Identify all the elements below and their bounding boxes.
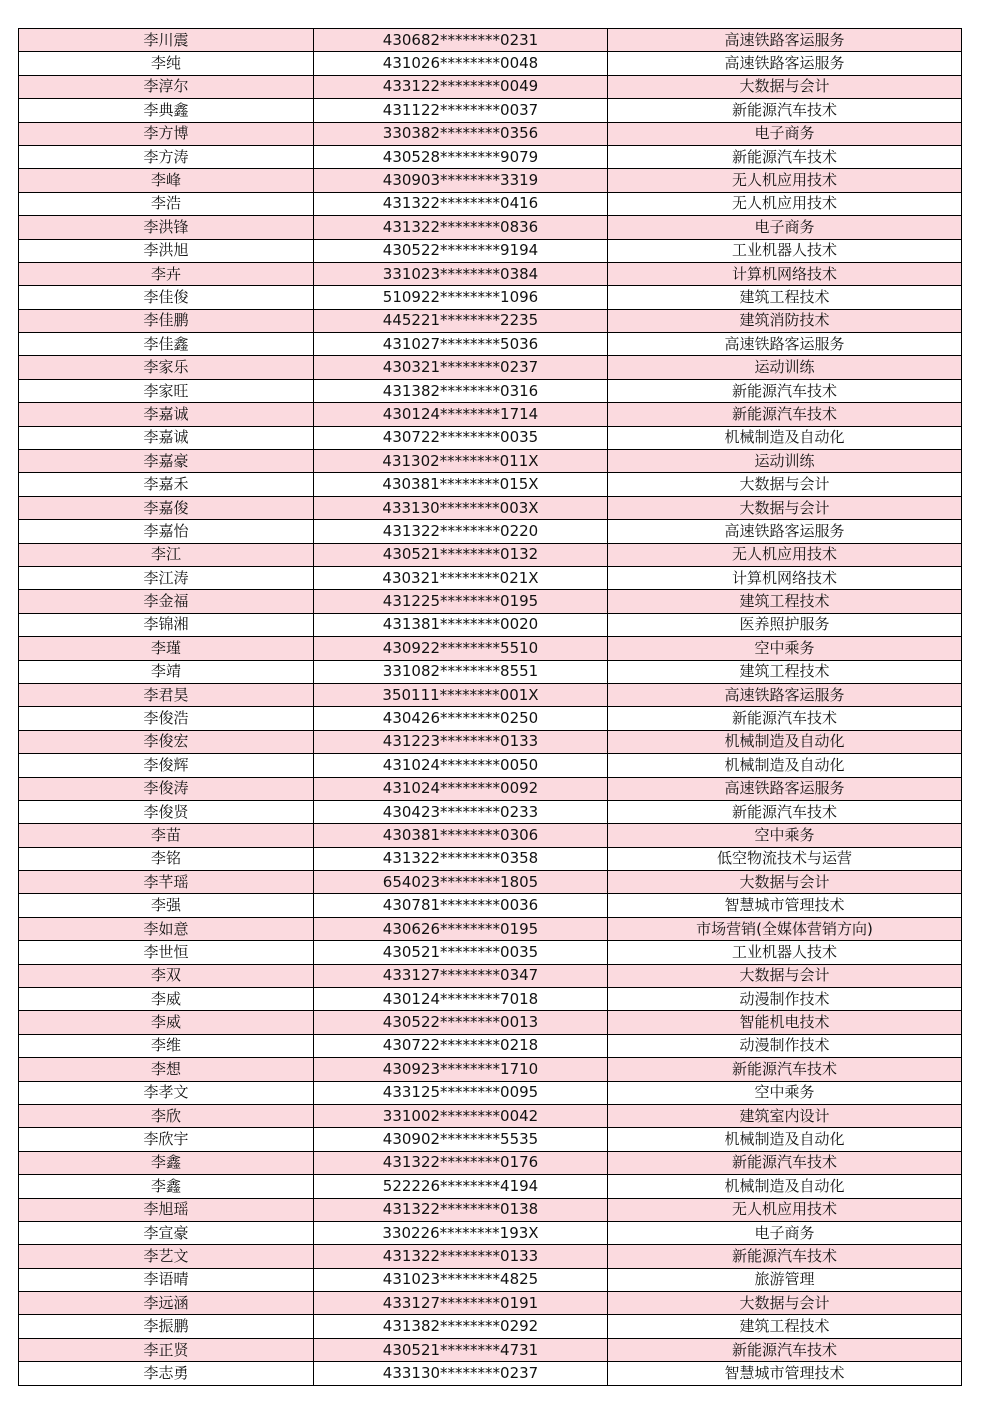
student-name-cell: 李方涛 [19, 145, 314, 168]
major-cell: 无人机应用技术 [608, 543, 962, 566]
major-cell: 大数据与会计 [608, 496, 962, 519]
id-number-cell: 433125********0095 [314, 1081, 608, 1104]
table-row [19, 1198, 962, 1221]
major-cell: 新能源汽车技术 [608, 800, 962, 823]
table-row [19, 1362, 962, 1385]
table-row [19, 426, 962, 449]
student-name-cell: 李宣豪 [19, 1221, 314, 1244]
table-row [19, 941, 962, 964]
student-name-cell: 李维 [19, 1034, 314, 1057]
student-name-cell: 李艺文 [19, 1245, 314, 1268]
table-row [19, 707, 962, 730]
major-cell: 机械制造及自动化 [608, 426, 962, 449]
id-number-cell: 430522********0013 [314, 1011, 608, 1034]
table-row [19, 309, 962, 332]
table-row [19, 847, 962, 870]
id-number-cell: 431302********011X [314, 450, 608, 473]
id-number-cell: 430124********7018 [314, 988, 608, 1011]
id-number-cell: 431024********0092 [314, 777, 608, 800]
table-row [19, 590, 962, 613]
table-row [19, 637, 962, 660]
table-row [19, 683, 962, 706]
student-name-cell: 李孝文 [19, 1081, 314, 1104]
table-row [19, 473, 962, 496]
student-name-cell: 李欣宇 [19, 1128, 314, 1151]
table-row [19, 730, 962, 753]
id-number-cell: 431023********4825 [314, 1268, 608, 1291]
table-row [19, 1104, 962, 1127]
table-row [19, 1128, 962, 1151]
major-cell: 大数据与会计 [608, 75, 962, 98]
id-number-cell: 430521********0035 [314, 941, 608, 964]
table-row [19, 262, 962, 285]
student-name-cell: 李君昊 [19, 683, 314, 706]
student-name-cell: 李峰 [19, 169, 314, 192]
id-number-cell: 430781********0036 [314, 894, 608, 917]
student-name-cell: 李旭瑶 [19, 1198, 314, 1221]
table-row [19, 356, 962, 379]
student-name-cell: 李想 [19, 1058, 314, 1081]
major-cell: 机械制造及自动化 [608, 754, 962, 777]
student-name-cell: 李家旺 [19, 379, 314, 402]
table-row [19, 824, 962, 847]
major-cell: 新能源汽车技术 [608, 379, 962, 402]
table-row [19, 1034, 962, 1057]
id-number-cell: 430922********5510 [314, 637, 608, 660]
major-cell: 高速铁路客运服务 [608, 683, 962, 706]
student-name-cell: 李嘉俊 [19, 496, 314, 519]
major-cell: 电子商务 [608, 1221, 962, 1244]
student-name-cell: 李洪旭 [19, 239, 314, 262]
student-name-cell: 李家乐 [19, 356, 314, 379]
id-number-cell: 431382********0316 [314, 379, 608, 402]
table-row [19, 379, 962, 402]
major-cell: 智慧城市管理技术 [608, 894, 962, 917]
table-row [19, 543, 962, 566]
major-cell: 工业机器人技术 [608, 239, 962, 262]
table-row [19, 1292, 962, 1315]
table-row [19, 871, 962, 894]
table-row [19, 145, 962, 168]
major-cell: 新能源汽车技术 [608, 707, 962, 730]
id-number-cell: 431024********0050 [314, 754, 608, 777]
major-cell: 大数据与会计 [608, 964, 962, 987]
major-cell: 计算机网络技术 [608, 262, 962, 285]
student-name-cell: 李方博 [19, 122, 314, 145]
table-row [19, 964, 962, 987]
major-cell: 建筑消防技术 [608, 309, 962, 332]
major-cell: 动漫制作技术 [608, 988, 962, 1011]
id-number-cell: 430903********3319 [314, 169, 608, 192]
id-number-cell: 430381********0306 [314, 824, 608, 847]
table-row [19, 99, 962, 122]
student-name-cell: 李江 [19, 543, 314, 566]
major-cell: 新能源汽车技术 [608, 1058, 962, 1081]
table-row [19, 192, 962, 215]
table-row [19, 660, 962, 683]
student-name-cell: 李铭 [19, 847, 314, 870]
major-cell: 大数据与会计 [608, 1292, 962, 1315]
table-row [19, 566, 962, 589]
table-row [19, 754, 962, 777]
student-name-cell: 李如意 [19, 917, 314, 940]
id-number-cell: 430426********0250 [314, 707, 608, 730]
id-number-cell: 433127********0347 [314, 964, 608, 987]
student-name-cell: 李振鹏 [19, 1315, 314, 1338]
id-number-cell: 445221********2235 [314, 309, 608, 332]
id-number-cell: 430521********4731 [314, 1338, 608, 1361]
major-cell: 无人机应用技术 [608, 1198, 962, 1221]
student-name-cell: 李俊涛 [19, 777, 314, 800]
id-number-cell: 431322********0138 [314, 1198, 608, 1221]
major-cell: 电子商务 [608, 122, 962, 145]
id-number-cell: 431322********0133 [314, 1245, 608, 1268]
student-name-cell: 李嘉豪 [19, 450, 314, 473]
table-row [19, 239, 962, 262]
student-name-cell: 李浩 [19, 192, 314, 215]
major-cell: 大数据与会计 [608, 473, 962, 496]
student-name-cell: 李川震 [19, 29, 314, 52]
table-row [19, 1011, 962, 1034]
major-cell: 无人机应用技术 [608, 192, 962, 215]
student-name-cell: 李双 [19, 964, 314, 987]
id-number-cell: 430626********0195 [314, 917, 608, 940]
id-number-cell: 430722********0035 [314, 426, 608, 449]
table-row [19, 286, 962, 309]
table-row [19, 75, 962, 98]
student-name-cell: 李靖 [19, 660, 314, 683]
student-name-cell: 李俊贤 [19, 800, 314, 823]
major-cell: 建筑工程技术 [608, 1315, 962, 1338]
table-row [19, 403, 962, 426]
student-name-cell: 李苗 [19, 824, 314, 847]
id-number-cell: 431223********0133 [314, 730, 608, 753]
major-cell: 空中乘务 [608, 637, 962, 660]
id-number-cell: 510922********1096 [314, 286, 608, 309]
table-row [19, 52, 962, 75]
student-name-cell: 李俊辉 [19, 754, 314, 777]
major-cell: 高速铁路客运服务 [608, 777, 962, 800]
roster-sheet [18, 28, 961, 1386]
student-name-cell: 李威 [19, 988, 314, 1011]
major-cell: 新能源汽车技术 [608, 99, 962, 122]
major-cell: 运动训练 [608, 356, 962, 379]
student-name-cell: 李淳尔 [19, 75, 314, 98]
table-row [19, 1175, 962, 1198]
id-number-cell: 433122********0049 [314, 75, 608, 98]
major-cell: 低空物流技术与运营 [608, 847, 962, 870]
id-number-cell: 431322********0836 [314, 216, 608, 239]
major-cell: 空中乘务 [608, 824, 962, 847]
id-number-cell: 522226********4194 [314, 1175, 608, 1198]
major-cell: 新能源汽车技术 [608, 1338, 962, 1361]
table-row [19, 800, 962, 823]
id-number-cell: 430321********0237 [314, 356, 608, 379]
id-number-cell: 431225********0195 [314, 590, 608, 613]
major-cell: 高速铁路客运服务 [608, 520, 962, 543]
major-cell: 新能源汽车技术 [608, 1151, 962, 1174]
major-cell: 动漫制作技术 [608, 1034, 962, 1057]
student-name-cell: 李正贤 [19, 1338, 314, 1361]
id-number-cell: 331002********0042 [314, 1104, 608, 1127]
id-number-cell: 430521********0132 [314, 543, 608, 566]
table-row [19, 777, 962, 800]
student-name-cell: 李卉 [19, 262, 314, 285]
roster-body [19, 29, 962, 1386]
id-number-cell: 430321********021X [314, 566, 608, 589]
id-number-cell: 433130********003X [314, 496, 608, 519]
student-name-cell: 李欣 [19, 1104, 314, 1127]
major-cell: 建筑工程技术 [608, 590, 962, 613]
table-row [19, 988, 962, 1011]
table-row [19, 450, 962, 473]
student-name-cell: 李俊浩 [19, 707, 314, 730]
student-name-cell: 李纯 [19, 52, 314, 75]
table-row [19, 1151, 962, 1174]
major-cell: 高速铁路客运服务 [608, 52, 962, 75]
major-cell: 高速铁路客运服务 [608, 333, 962, 356]
student-name-cell: 李芊瑶 [19, 871, 314, 894]
table-row [19, 613, 962, 636]
table-row [19, 1315, 962, 1338]
student-name-cell: 李俊宏 [19, 730, 314, 753]
major-cell: 机械制造及自动化 [608, 1175, 962, 1198]
id-number-cell: 433127********0191 [314, 1292, 608, 1315]
table-row [19, 333, 962, 356]
id-number-cell: 430381********015X [314, 473, 608, 496]
id-number-cell: 431381********0020 [314, 613, 608, 636]
major-cell: 智慧城市管理技术 [608, 1362, 962, 1385]
student-name-cell: 李强 [19, 894, 314, 917]
student-name-cell: 李语晴 [19, 1268, 314, 1291]
id-number-cell: 330382********0356 [314, 122, 608, 145]
student-roster-table [18, 28, 962, 1386]
major-cell: 建筑工程技术 [608, 286, 962, 309]
student-name-cell: 李远涵 [19, 1292, 314, 1315]
table-row [19, 1245, 962, 1268]
id-number-cell: 430682********0231 [314, 29, 608, 52]
id-number-cell: 431122********0037 [314, 99, 608, 122]
major-cell: 无人机应用技术 [608, 169, 962, 192]
student-name-cell: 李洪锋 [19, 216, 314, 239]
major-cell: 电子商务 [608, 216, 962, 239]
major-cell: 建筑工程技术 [608, 660, 962, 683]
table-row [19, 1081, 962, 1104]
major-cell: 医养照护服务 [608, 613, 962, 636]
student-name-cell: 李嘉怡 [19, 520, 314, 543]
student-name-cell: 李佳俊 [19, 286, 314, 309]
id-number-cell: 331082********8551 [314, 660, 608, 683]
table-row [19, 216, 962, 239]
id-number-cell: 430923********1710 [314, 1058, 608, 1081]
student-name-cell: 李嘉诚 [19, 426, 314, 449]
student-name-cell: 李志勇 [19, 1362, 314, 1385]
table-row [19, 1338, 962, 1361]
id-number-cell: 430124********1714 [314, 403, 608, 426]
student-name-cell: 李嘉诚 [19, 403, 314, 426]
table-row [19, 1058, 962, 1081]
major-cell: 空中乘务 [608, 1081, 962, 1104]
major-cell: 新能源汽车技术 [608, 145, 962, 168]
table-row [19, 169, 962, 192]
id-number-cell: 430722********0218 [314, 1034, 608, 1057]
table-row [19, 29, 962, 52]
student-name-cell: 李鑫 [19, 1151, 314, 1174]
student-name-cell: 李威 [19, 1011, 314, 1034]
major-cell: 工业机器人技术 [608, 941, 962, 964]
student-name-cell: 李江涛 [19, 566, 314, 589]
student-name-cell: 李鑫 [19, 1175, 314, 1198]
major-cell: 机械制造及自动化 [608, 1128, 962, 1151]
table-row [19, 894, 962, 917]
major-cell: 运动训练 [608, 450, 962, 473]
student-name-cell: 李世恒 [19, 941, 314, 964]
major-cell: 新能源汽车技术 [608, 1245, 962, 1268]
table-row [19, 496, 962, 519]
major-cell: 市场营销(全媒体营销方向) [608, 917, 962, 940]
id-number-cell: 431322********0416 [314, 192, 608, 215]
id-number-cell: 430528********9079 [314, 145, 608, 168]
major-cell: 建筑室内设计 [608, 1104, 962, 1127]
id-number-cell: 431382********0292 [314, 1315, 608, 1338]
student-name-cell: 李典鑫 [19, 99, 314, 122]
id-number-cell: 430902********5535 [314, 1128, 608, 1151]
table-row [19, 1221, 962, 1244]
student-name-cell: 李佳鑫 [19, 333, 314, 356]
major-cell: 高速铁路客运服务 [608, 29, 962, 52]
id-number-cell: 433130********0237 [314, 1362, 608, 1385]
id-number-cell: 350111********001X [314, 683, 608, 706]
id-number-cell: 330226********193X [314, 1221, 608, 1244]
major-cell: 新能源汽车技术 [608, 403, 962, 426]
id-number-cell: 431322********0176 [314, 1151, 608, 1174]
id-number-cell: 654023********1805 [314, 871, 608, 894]
table-row [19, 1268, 962, 1291]
student-name-cell: 李瑾 [19, 637, 314, 660]
id-number-cell: 430423********0233 [314, 800, 608, 823]
table-row [19, 520, 962, 543]
student-name-cell: 李锦湘 [19, 613, 314, 636]
id-number-cell: 431026********0048 [314, 52, 608, 75]
table-row [19, 122, 962, 145]
major-cell: 旅游管理 [608, 1268, 962, 1291]
major-cell: 大数据与会计 [608, 871, 962, 894]
major-cell: 计算机网络技术 [608, 566, 962, 589]
id-number-cell: 431322********0358 [314, 847, 608, 870]
id-number-cell: 331023********0384 [314, 262, 608, 285]
student-name-cell: 李佳鹏 [19, 309, 314, 332]
student-name-cell: 李金福 [19, 590, 314, 613]
id-number-cell: 431027********5036 [314, 333, 608, 356]
major-cell: 机械制造及自动化 [608, 730, 962, 753]
major-cell: 智能机电技术 [608, 1011, 962, 1034]
student-name-cell: 李嘉禾 [19, 473, 314, 496]
id-number-cell: 430522********9194 [314, 239, 608, 262]
id-number-cell: 431322********0220 [314, 520, 608, 543]
table-row [19, 917, 962, 940]
